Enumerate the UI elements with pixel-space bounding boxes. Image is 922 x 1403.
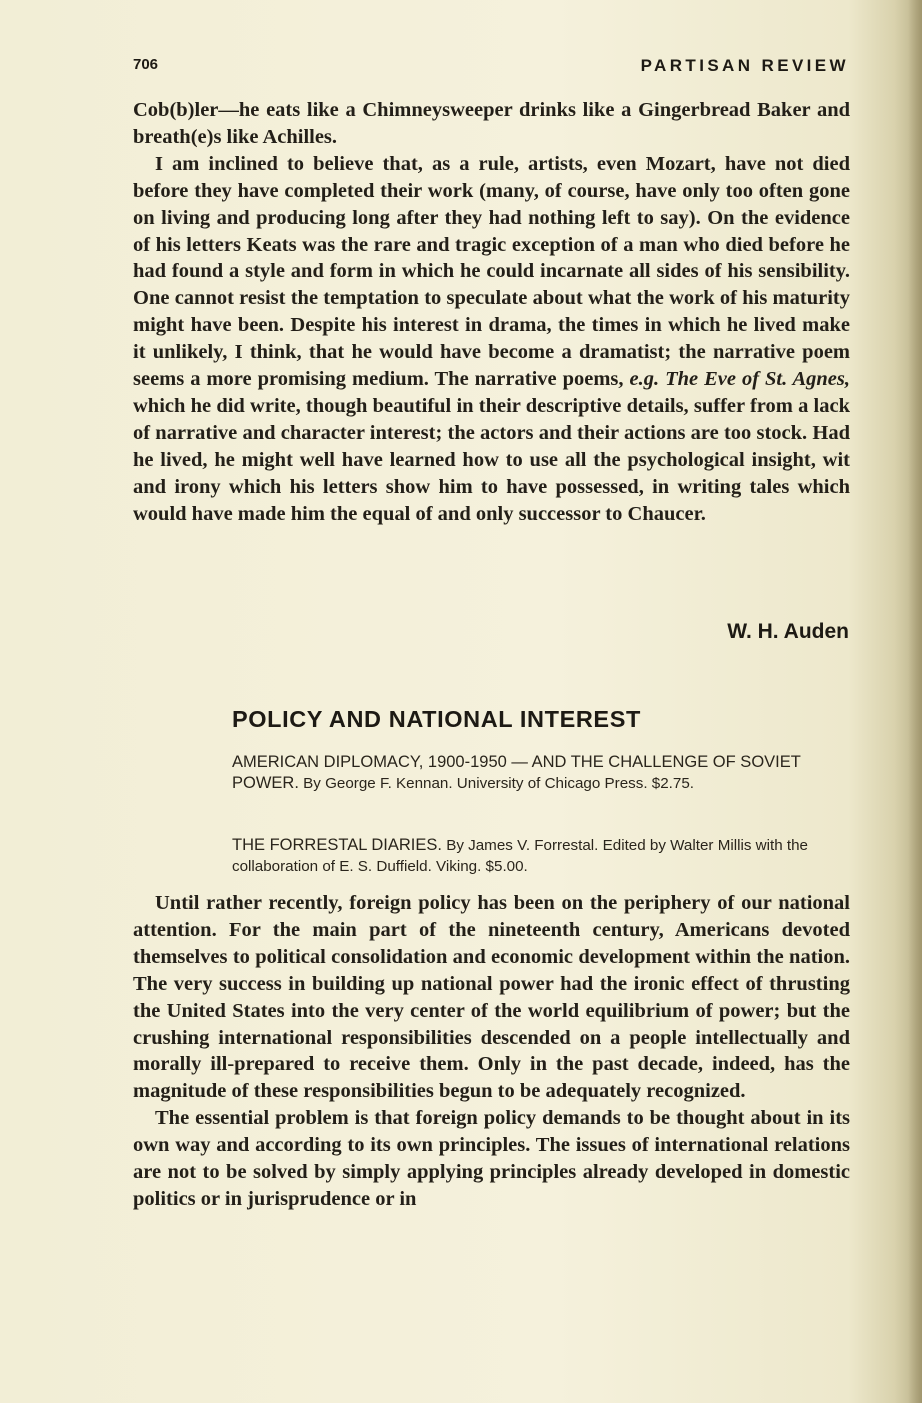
review-title: POLICY AND NATIONAL INTEREST (232, 706, 641, 732)
review-paragraph-1: Until rather recently, foreign policy has been on the periphery of our national attention. For the main part of the nineteenth century, Americans devoted themselves to political consolidation and economic development within the nation. The very success in building up national power had the ironic effect of thrusting the United States into the very center of the world equilibrium of power; but the crushing international responsibilities descended on a people intellectually and morally ill-prepared to receive them. Only in the past decade, indeed, has the magnitude of these responsibilities begun to be adequately recognized. (133, 892, 850, 1103)
auden-essay-ending (133, 97, 850, 528)
review-paragraph-2: The essential problem is that foreign policy demands to be thought about in its own way and according to its own principles. The issues of international relations are not to be solved by simply applying principles already developed in domestic politics or in jurisprudence or in (133, 1107, 850, 1210)
book-entry-1 (232, 752, 850, 794)
auden-paragraph-2-text-b: which he did write, though beautiful in their descriptive details, suffer from a lack of narrative and character interest; the actors and their actions are too stock. Had he lived, he might well have learned how to use all the psychological insight, wit and irony which his letters show him to have possessed, in writing tales which would have made him the equal of and only successor to Chaucer. (133, 394, 850, 525)
book-entry-2 (232, 835, 850, 877)
auden-paragraph-2 (133, 151, 850, 528)
page-spine-shadow (908, 0, 922, 1403)
book-1-title: AMERICAN DIPLOMACY, 1900-1950 — AND THE CHALLENGE OF SOVIET POWER. (232, 753, 801, 792)
book-1-details: By George F. Kennan. University of Chicago Press. $2.75. (303, 775, 695, 792)
book-2-title: THE FORRESTAL DIARIES. (232, 836, 442, 854)
auden-paragraph-1: Cob(b)ler—he eats like a Chimneysweeper drinks like a Gingerbread Baker and breath(e)s like Achilles. (133, 99, 850, 148)
author-signature: W. H. Auden (727, 620, 849, 643)
poem-title: The Eve of St. Agnes, (665, 368, 850, 391)
abbrev-eg: e.g. (629, 368, 660, 391)
page-number: 706 (133, 56, 159, 73)
book-2-details: By James V. Forrestal. Edited by Walter Millis with the collaboration of E. S. Duffield. Viking. $5.00. (232, 837, 808, 875)
running-header (133, 56, 849, 82)
review-body (133, 890, 850, 1213)
auden-paragraph-2-text-a: I am inclined to believe that, as a rule, artists, even Mozart, have not died before they have completed their work (many, of course, have only too often gone on living and producing long after they had nothing left to say). On the evidence of his letters Keats was the rare and tragic exception of a man who died before he had found a style and form in which he could incarnate all sides of his sensibility. One cannot resist the temptation to speculate about what the work of his maturity might have been. Despite his interest in drama, the times in which he lived make it unlikely, I think, that he would have become a dramatist; the narrative poem seems a more promising medium. The narrative poems, (133, 152, 850, 391)
journal-title: PARTISAN REVIEW (640, 56, 849, 75)
